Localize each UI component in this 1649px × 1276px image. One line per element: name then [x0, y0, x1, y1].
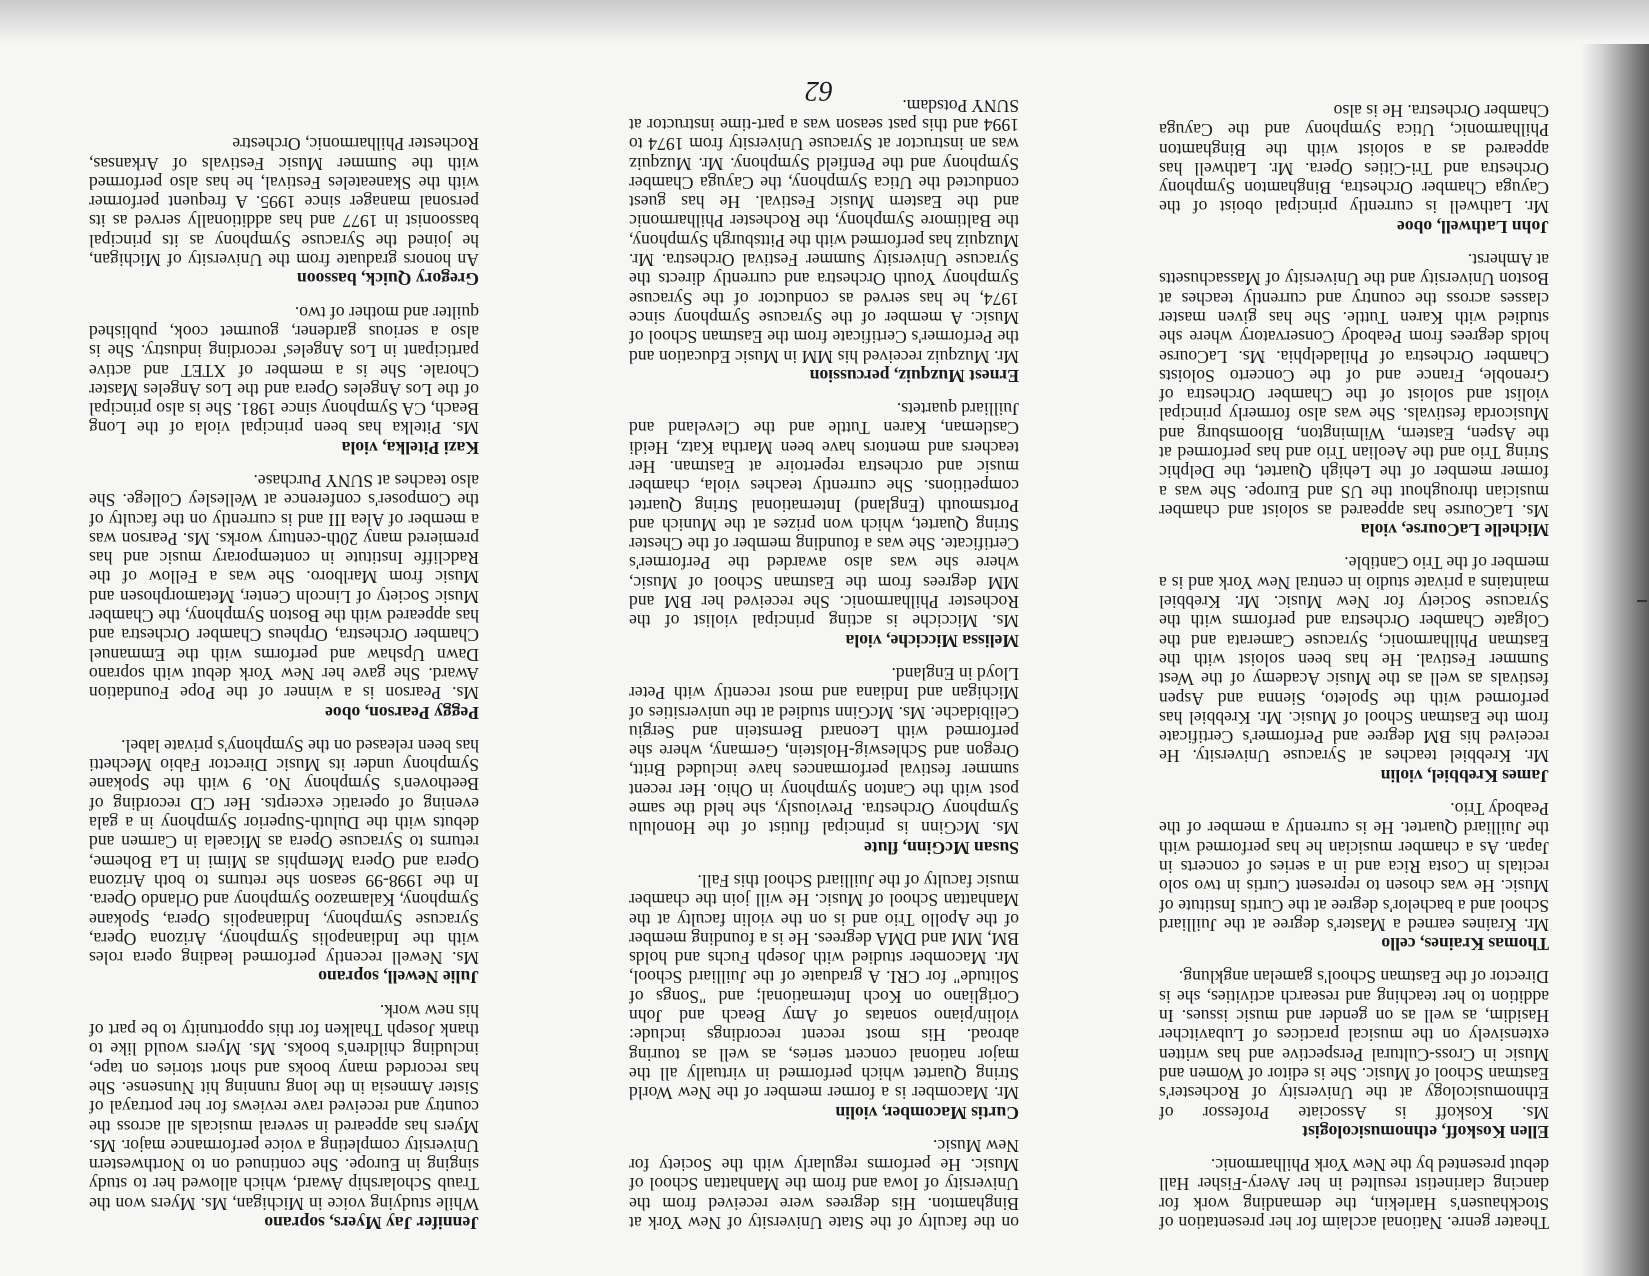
continuation-text: Theater genre. National acclaim for her presentation of Stockhausen's Harlekin, the demanding work for dancing clarinetist resulted in her Avery-Fisher Hall debut presented by the New York Philharmonic. [1159, 1155, 1549, 1233]
continuation-text: on the faculty of the State University of New York at Binghamton. His degrees were received from the University of Iowa and from the Manhattan School of Music. He performs regularly with the Society for New Music. [629, 1135, 1019, 1233]
bio-heading: Ellen Koskoff, ethnomusicologist [1302, 1121, 1549, 1142]
bio-heading: Melissa Micciche, viola [845, 630, 1019, 651]
bio-text: Mr. Kraines earned a Master's degree at the Juilliard School and a bachelor's degree at the Curtis Institute of Music. He was chosen to represent Curtis in two solo recitals in Costa Rica and in a series of concerts in Japan. As a chamber musician he has performed with the Juilliard Quartet. He is currently a member of the Peabody Trio. [1159, 799, 1549, 935]
bio-text: An honors graduate from the University of Michigan, he joined the Syracuse Symphony as its principal bassoonist in 1977 and has additionally served as its personal manager since 1995. A frequent performer with the Skaneateles Festival, he has also performed with the Summer Music Festivals of Arkansas, Rochester Philharmonic, Orchestre [89, 134, 479, 271]
bio-heading: Jennifer Jay Myers, soprano [264, 1213, 479, 1233]
column-middle [629, 95, 1019, 1232]
bio-heading: Curtis Macomber, violin [835, 1102, 1019, 1123]
bio-text: While studying voice in Michigan, Ms. Myers won the Traub Scholarship Award, which allowed her to study singing in Europe. She continued on to Northwestern University completing a voice performance major. Ms. Myers has appeared in several musicals all across the country and received rave reviews for her portrayal of Sister Amnesia in the long running hit Nunsense. She has recorded many books and short stories on tape, including children's books. Ms. Myers would like to thank Joseph Thalken for this opportunity to be part of his new work. [89, 1000, 479, 1214]
column-right [89, 134, 479, 1232]
bio-heading: Susan McGinn, flute [864, 837, 1019, 858]
bio-heading: Gregory Quick, bassoon [297, 269, 479, 290]
bio-text: Ms. Pitelka has been principal viola of the Long Beach, CA Symphony since 1981. She is also principal of the Los Angeles Opera and the Los Angeles Master Chorale. She is a member of XTET and active participant in Los Angeles' recording industry. She is also a serious gardener, gourmet cook, published quilter and mother of two. [89, 302, 479, 439]
column-left [1159, 101, 1549, 1232]
bio-text: Mr. Macomber is a former member of the New World String Quartet which performed in virtually all the major national concert series, as well as touring abroad. His most recent recordings include: violin/piano sonatas of Amy Beach and John Corigliano on Koch International; and "Songs of Solitude" for CRI. A graduate of the Juilliard School, Mr. Macomber studied with Joseph Fuchs and holds BM, MM and DMA degrees. He is a founding member of the Apollo Trio and is on the violin faculty at the Manhattan School of Music. He will join the chamber music faculty of the Juilliard School this Fall. [629, 870, 1019, 1104]
binding-shadow [1581, 0, 1649, 1276]
bio-text: Ms. Micciche is acting principal violist of the Rochester Philharmonic. She received her BM and MM degrees from the Eastman School of Music, where she was also awarded the Performer's Certificate. She was a founding member of the Chester String Quartet, which won prizes at the Munich and Portsmouth (England) International String Quartet competitions. She currently teaches viola, chamber music and orchestra repertoire at Eastman. Her teachers and mentors have been Martha Katz, Heidi Castleman, Karen Tuttle and the Cleveland and Juilliard quartets. [629, 399, 1019, 632]
scan-mark [1637, 600, 1647, 602]
bio-text: Ms. McGinn is principal flutist of the Honolulu Symphony Orchestra. Previously, she held the same post with the Canton Symphony in Ohio. Her recent summer festival performances have included Britt, Oregon and Schleswig-Holstein, Germany, where she performed with Leonard Bernstein and Sergiu Celibidache. Ms. McGinn studied at the universities of Michigan and Indiana and most recently with Peter Lloyd in England. [629, 663, 1019, 839]
bio-heading: Thomas Kraines, cello [1381, 934, 1549, 955]
page-number: 62 [805, 75, 833, 106]
page-edge-shadow [0, 0, 1649, 44]
bio-heading: John Lathwell, oboe [1396, 216, 1549, 237]
bio-text: Mr. Krebbiel teaches at Syracuse University. He received his BM degree and Performer's Certificate from the Eastman School of Music. Mr. Krebbiel has performed with the Spoleto, Sienna and Aspen festivals as well as the Music Academy of the West Summer Festival. He has been soloist with the Eastman Philharmonic, Syracuse Camerata and the Colgate Chamber Orchestra and performs with the Syracuse Society for New Music. Mr. Krebbiel maintains a private studio in central New York and is a member of the Trio Cantible. [1159, 553, 1549, 767]
bio-heading: James Krebbiel, violin [1380, 765, 1549, 786]
bio-heading: Michelle LaCourse, viola [1360, 520, 1549, 541]
bio-text: Ms. LaCourse has appeared as soloist and chamber musician throughout the US and Europe. She was a former member of the Lehigh Quartet, the Delphic String Trio and the Aeolian Trio and has performed at the Aspen, Eastern, Wilmington, Bloomsburg and Musicorda festivals. She was also formerly principal violist and soloist of the Chamber Orchestra of Grenoble, France and of the Concerto Soloists Chamber Orchestra of Philadelphia. Ms. LaCourse holds degrees from Peabody Conservatory where she studied with Karen Tuttle. She has given master classes across the country and currently teaches at Boston University and the University of Massachusetts at Amherst. [1159, 250, 1549, 521]
bio-heading: Kazi Pitelka, viola [341, 437, 479, 458]
bio-text: Ms. Koskoff is Associate Professor of Ethnomusicology at the University of Rochester's Eastman School of Music. She is editor of Women and Music in Cross-Cultural Perspective and has written extensively on the musical practices of Lubavitcher Hasidim, as well as on gender and music issues. In addition to her teaching and research activities, she is Director of the Eastman School's gamelan angklung. [1159, 967, 1549, 1123]
bio-heading: Peggy Pearson, oboe [325, 702, 479, 723]
bio-heading: Julie Newell, soprano [318, 967, 479, 988]
bio-text: Mr. Muzquiz received his MM in Music Education and the Performer's Certificate from the Eastman School of Music. A member of the Syracuse Symphony since 1974, he has served as conductor of the Syracuse Symphony Youth Orchestra and currently directs the Syracuse University Summer Festival Orchestra. Mr. Muzquiz has performed with the Pittsburgh Symphony, the Baltimore Symphony, the Rochester Philharmonic and the Eastern Music Festival. He has guest conducted the Utica Symphony, the Cayuga Chamber Symphony and the Penfield Symphony. Mr. Muzquiz was an instructor at Syracuse University from 1974 to 1994 and this past season was a part-time instructor at SUNY Potsdam. [629, 95, 1019, 367]
bio-heading: Ernest Muzquiz, percussion [809, 365, 1019, 386]
bio-text: Ms. Pearson is a winner of the Pope Foundation Award. She gave her New York debut with soprano Dawn Upshaw and performs with the Emmanuel Chamber Orchestra, Orpheus Chamber Orchestra and has appeared with the Boston Symphony, the Chamber Music Society of Lincoln Center, Metamorphosen and Music from Marlboro. She was a Fellow of the Radcliffe Institute in contemporary music and has premiered many 20th-century works. Ms. Pearson was a member of Alea III and is currently on the faculty of the Composer's conference at Wellesley College. She also teaches at SUNY Purchase. [89, 471, 479, 704]
bio-text: Mr. Lathwell is currently principal oboist of the Cayuga Chamber Orchestra, Binghamton Symphony Orchestra and Tri-Cities Opera. Mr. Lathwell has appeared as a soloist with the Binghamton Philharmonic, Utica Symphony and the Cayuga Chamber Orchestra. He is also [1159, 100, 1549, 218]
bio-text: Ms. Newell recently performed leading opera roles with the Indianapolis Symphony, Arizona Opera, Syracuse Symphony, Indianapolis Opera, Spokane Symphony, Kalamazoo Symphony and Orlando Opera. In the 1998-99 season she returns to both Arizona Opera and Opera Memphis as Mimi in La Boheme, returns to Syracuse Opera as Micaela in Carmen and debuts with the Duluth-Superior Symphony in a gala evening of operatic excerpts. Her CD recording of Beethoven's Symphony No. 9 with the Spokane Symphony under its Music Director Fabio Mechetti has been released on the Symphony's private label. [89, 735, 479, 969]
